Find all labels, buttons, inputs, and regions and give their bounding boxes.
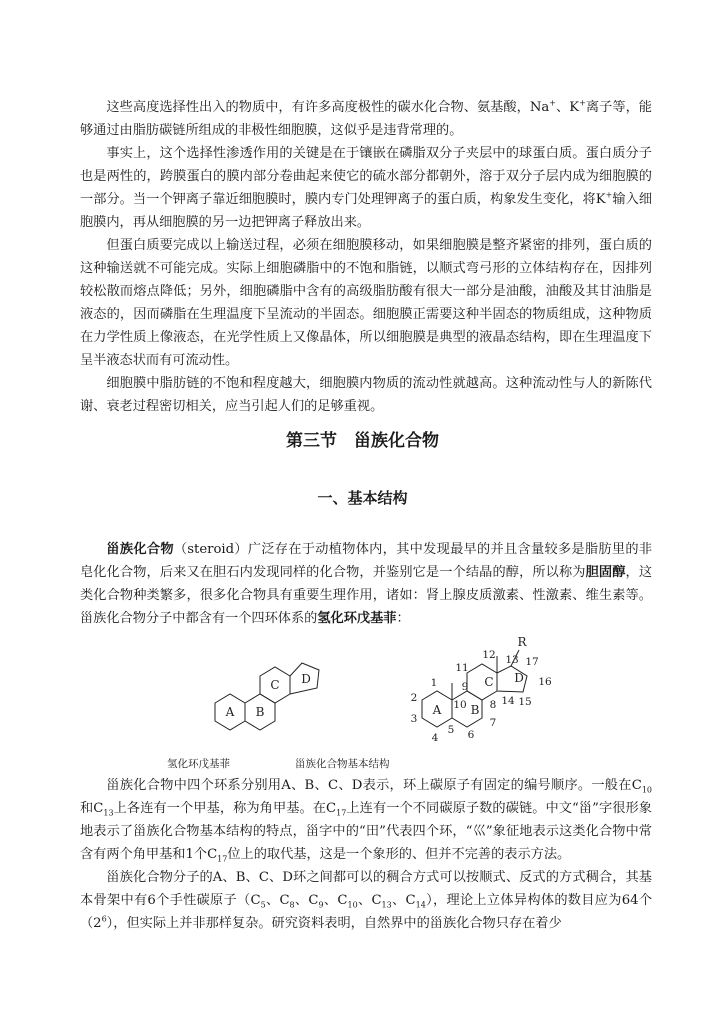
carbon-11: 11 <box>455 662 469 674</box>
subsection-title: 一、基本结构 <box>317 489 408 507</box>
right-label-b: B <box>470 703 480 717</box>
carbon-14: 14 <box>501 695 515 707</box>
carbon-1: 1 <box>430 677 438 689</box>
paragraph-4: 细胞膜中脂肪链的不饱和程度越大，细胞膜内物质的流动性就越高。这种流动性与人的新陈代谢、衰老过程密切相关，应当引起人们的足够重视。 <box>80 376 652 414</box>
right-label-d: D <box>514 671 524 685</box>
carbon-2: 2 <box>410 692 418 704</box>
carbon-4: 4 <box>431 732 439 744</box>
paragraph-7: 甾族化合物分子的A、B、C、D环之间都可以的稠合方式可以按顺式、反式的方式稠合，其基本骨架中有6个手性碳原子（$C_5$、$C_8$、$C_9$、$C_{10}$、$C_{13}$、$C_{14}$），理论上立体异构体的数目应为64个$(2^6)$，但实际上并非那样复杂。研究资料表明，自然界中的甾族化合物只存在着少 <box>80 870 653 931</box>
section-title: 第三节 甾族化合物 <box>286 431 439 451</box>
carbon-6: 6 <box>467 729 475 741</box>
caption-left: 氢化环戊基菲 <box>167 758 230 770</box>
carbon-5: 5 <box>447 724 455 736</box>
carbon-12: 12 <box>482 649 496 661</box>
steroid-intro <box>80 538 652 630</box>
side-chain-label: R <box>517 635 527 649</box>
carbon-16: 16 <box>538 676 552 688</box>
right-label-a: A <box>432 703 442 717</box>
left-label-d: D <box>301 672 311 686</box>
paragraph-2: 事实上，这个选择性渗透作用的关键是在于镶嵌在磷脂双分子夹层中的球蛋白质。蛋白质分子也是两性的，跨膜蛋白的膜内部分卷曲起来使它的硫水部分都朝外，溶于双分子层内成为细胞膜的一部分。当一个钾离子靠近细胞膜时，膜内专门处理钾离子的蛋白质，构象发生变化，将K+输入细胞膜内，再从细胞膜的另一边把钾离子释放出来。 <box>80 146 653 230</box>
paragraph-6: 甾族化合物中四个环系分别用A、B、C、D表示，环上碳原子有固定的编号顺序。一般在$C_{10}$和$C_{13}$上各连有一个甲基，称为角甲基。在$C_{17}$上连有一个不同碳原子数的碳链。中文“甾”字很形象地表示了甾族化合物基本结构的特点，甾字中的“田”代表四个环，“巛”象征地表示这类化合物中常含有两个角甲基和1个$C_{17}$位上的取代基，这是一个象形的、但并不完善的表示方法。 <box>80 778 652 864</box>
intro-text <box>80 96 652 418</box>
caption-right: 甾族化合物基本结构 <box>295 758 390 770</box>
steroid-details <box>80 774 652 935</box>
right-label-c: C <box>484 675 494 689</box>
carbon-10: 10 <box>453 699 467 711</box>
paragraph-1: 这些高度选择性出入的物质中，有许多高度极性的碳水化合物、氨基酸，Na+、K+离子等，能够通过由脂肪碳链所组成的非极性细胞膜，这似乎是违背常理的。 <box>80 98 652 138</box>
carbon-9: 9 <box>461 681 469 693</box>
left-label-c: C <box>270 678 280 692</box>
carbon-7: 7 <box>489 717 497 729</box>
carbon-15: 15 <box>518 696 532 708</box>
left-label-b: B <box>255 705 265 719</box>
steroid-structure-figure <box>167 628 575 778</box>
carbon-17: 17 <box>525 656 539 668</box>
carbon-13: 13 <box>505 654 519 666</box>
carbon-8: 8 <box>489 699 497 711</box>
paragraph-3: 但蛋白质要完成以上输送过程，必须在细胞膜移动，如果细胞膜是整齐紧密的排列，蛋白质的这种输送就不可能完成。实际上细胞磷脂中的不饱和脂链，以顺式弯弓形的立体结构存在，因排列较松散而熔点降低；另外，细胞磷脂中含有的高级脂肪酸有很大一部分是油酸，油酸及其甘油脂是液态的，因而磷脂在生理温度下呈流动的半固态。细胞膜正需要这种半固态的物质组成，这种物质在力学性质上像液态，在光学性质上又像晶体，所以细胞膜是典型的液晶态结构，即在生理温度下呈半液态状而有可流动性。 <box>80 238 652 368</box>
paragraph-5: 甾族化合物（steroid）广泛存在于动植物体内，其中发现最早的并且含量较多是脂肪里的非皂化化合物，后来又在胆石内发现同样的化合物，并鉴别它是一个结晶的醇，所以称为胆固醇，这类化合物种类繁多，很多化合物具有重要生理作用，诸如：肾上腺皮质激素、性激素、维生素等。甾族化合物分子中都含有一个四环体系的氢化环戊基菲： <box>80 542 653 626</box>
carbon-3: 3 <box>410 713 418 725</box>
left-label-a: A <box>225 705 235 719</box>
